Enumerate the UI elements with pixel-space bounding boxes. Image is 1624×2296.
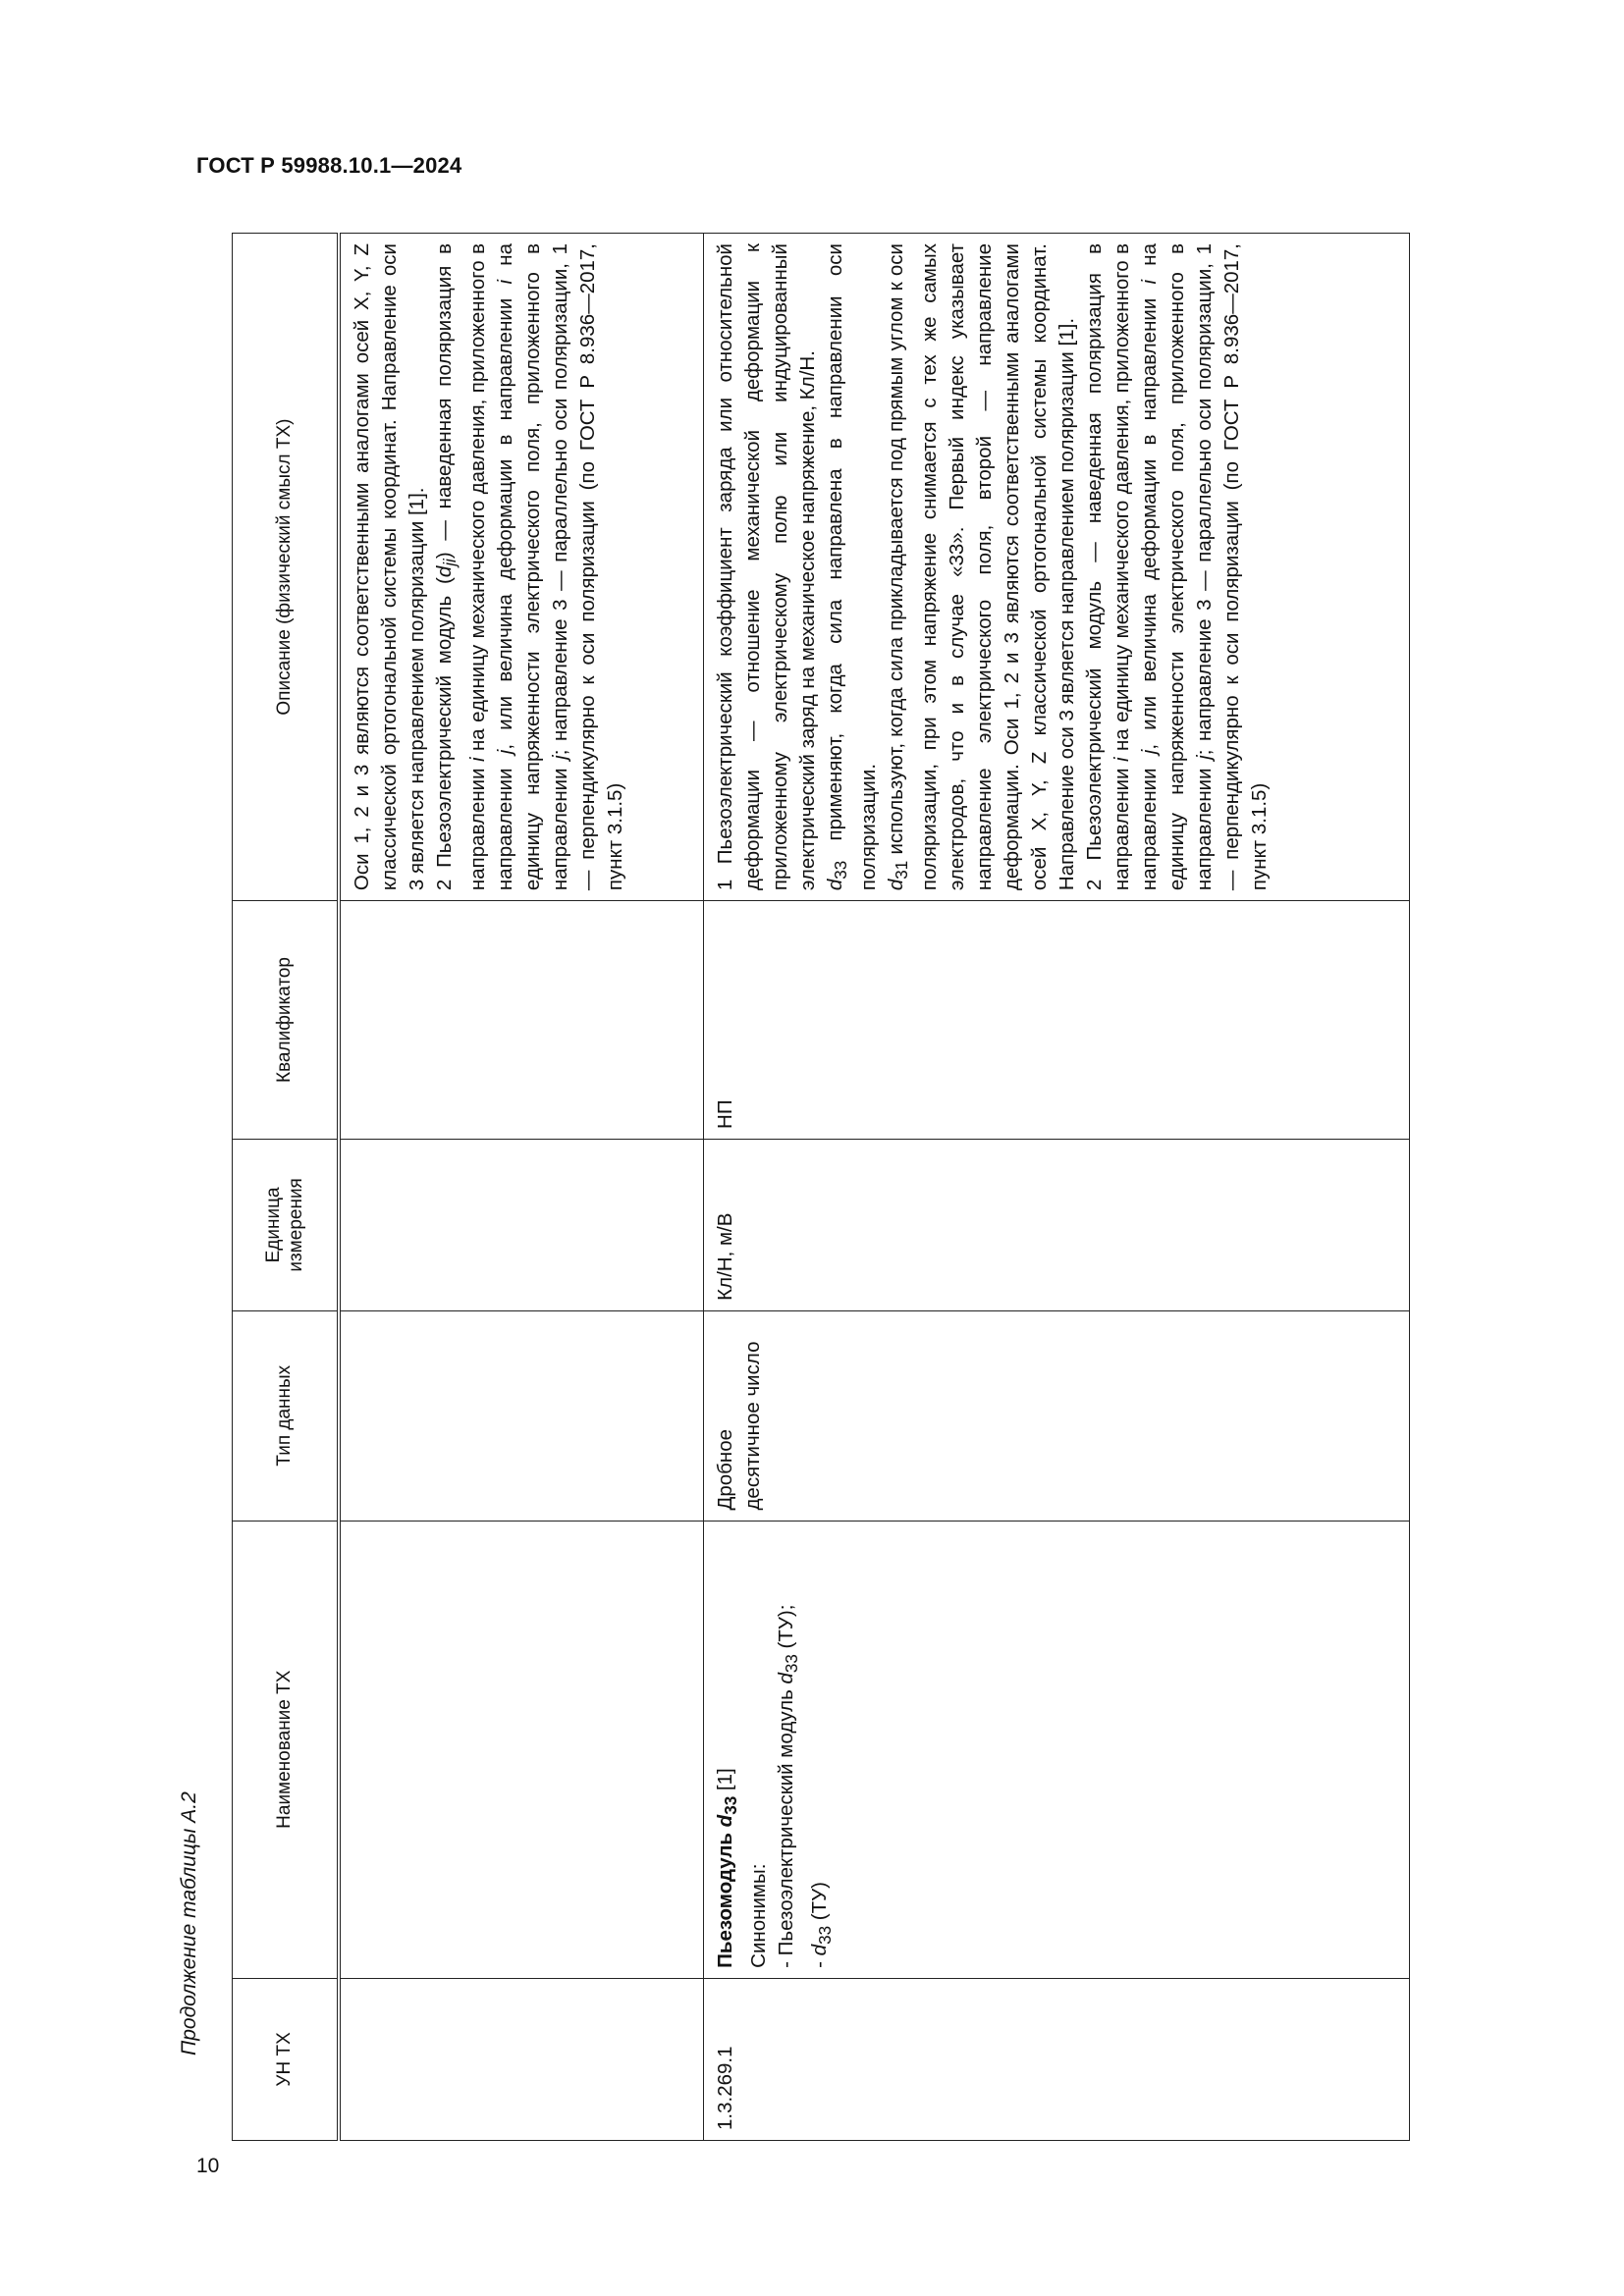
cell-description: Оси 1, 2 и 3 являются соответственными аналогами осей X, Y, Z классической ортогональной системы координат. Направление оси 3 является направлением поляризации [1]. 2 Пьезоэлектрический модуль $(d_{ji})$ — наведенная поляризация в направлении i на единицу механического давления, приложенного в направлении j, или величина деформации в направлении i на единицу напряженности электрического поля, приложенного в направлении j; направление 3 — параллельно оси поляризации, 1 — перпендикулярно к оси поляризации (по ГОСТ Р 8.936—2017, пункт 3.1.5) (339, 234, 704, 901)
cell-qualifier (339, 901, 704, 1140)
table-row (339, 234, 704, 2141)
cell-type: Дробное десятичное число (703, 1310, 1409, 1521)
col-header-type: Тип данных (233, 1310, 339, 1521)
table-row (703, 234, 1409, 2141)
table-caption: Продолжение таблицы А.2 (178, 1791, 200, 2056)
col-header-unit: Единица измерения (233, 1139, 339, 1310)
col-header-qualifier: Квалификатор (233, 901, 339, 1140)
cell-description: 1 Пьезоэлектрический коэффициент заряда или относительной деформации — отношение механической деформации к приложенному электрическому полю или индуцированный электрический заряд на механическое напряжение, Кл/Н. $d_{33}$ применяют, когда сила направлена в направлении оси поляризации. $d_{31}$ используют, когда сила прикладывается под прямым углом к оси поляризации, при этом напряжение снимается с тех же самых электродов, что и в случае «33». Первый индекс указывает направление электрического поля, второй — направление деформации. Оси 1, 2 и 3 являются соответственными аналогами осей X, Y, Z классической ортогональной системы координат. Направление оси 3 является направлением поляризации [1]. 2 Пьезоэлектрический модуль — наведенная поляризация в направлении i на единицу механического давления, приложенного в направлении j, или величина деформации в направлении i на единицу напряженности электрического поля, приложенного в направлении j; направление 3 — параллельно оси поляризации, 1 — перпендикулярно к оси поляризации (по ГОСТ Р 8.936—2017, пункт 3.1.5) (703, 234, 1409, 901)
cell-unit: Кл/Н, м/В (703, 1139, 1409, 1310)
cell-name: Пьезомодуль $d_{33}$ [1] Синонимы: - Пьезоэлектрический модуль $d_{33}$ (ТУ); - $d_{33}$ (ТУ) (703, 1521, 1409, 1978)
cell-id: 1.3.269.1 (703, 1978, 1409, 2140)
col-header-name: Наименование ТХ (233, 1521, 339, 1978)
document-id: ГОСТ Р 59988.10.1—2024 (196, 153, 462, 178)
table-container (232, 233, 1410, 2141)
characteristics-table (232, 233, 1410, 2141)
cell-unit (339, 1139, 704, 1310)
page-number: 10 (196, 2155, 220, 2177)
cell-qualifier: НП (703, 901, 1409, 1140)
cell-id (339, 1978, 704, 2140)
col-header-id: УН ТХ (233, 1978, 339, 2140)
col-header-description: Описание (физический смысл ТХ) (233, 234, 339, 901)
cell-name (339, 1521, 704, 1978)
table-header-row (233, 234, 339, 2141)
cell-type (339, 1310, 704, 1521)
